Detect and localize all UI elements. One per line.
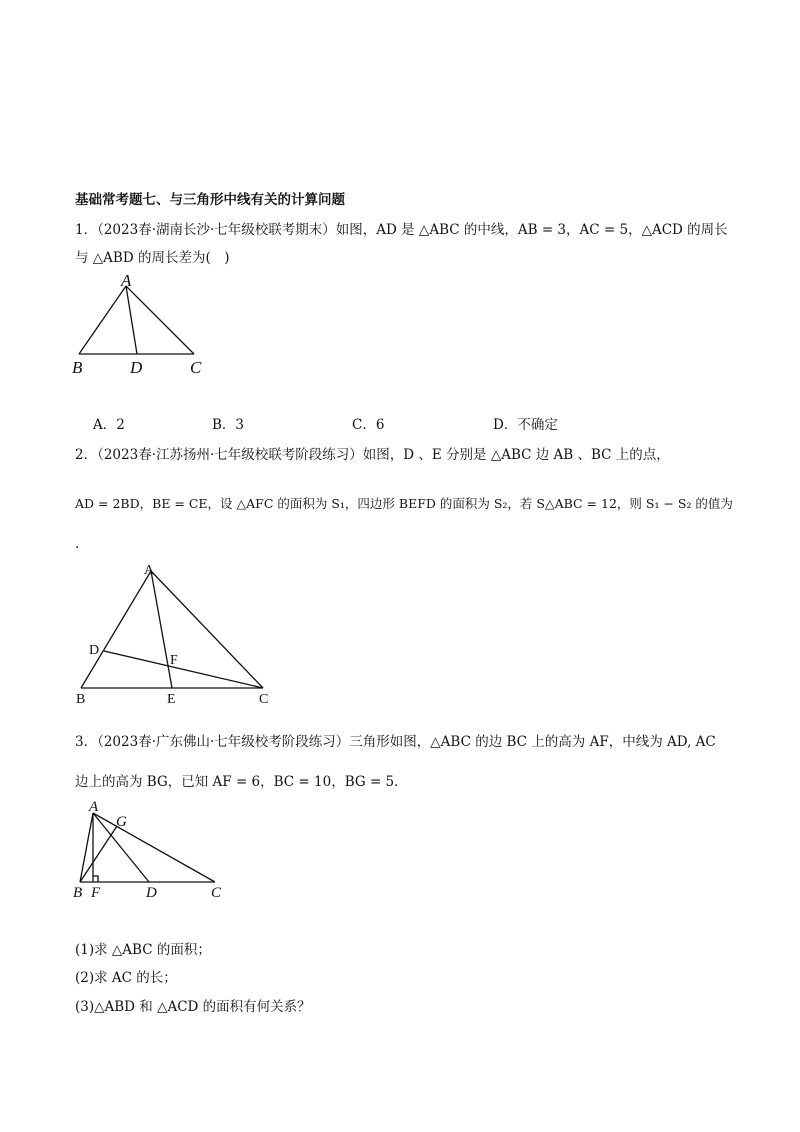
q2-text-line2: AD = 2BD，BE = CE，设 △AFC 的面积为 S₁，四边形 BEFD 的面积为 S₂，若 S△ABC = 12，则 S₁ − S₂ 的值为 [75, 496, 733, 511]
q3-side-ac [93, 813, 215, 882]
q1-label-d: D [130, 358, 143, 377]
q2-triangle-figure [70, 560, 280, 705]
q1-text-line1: 1．（2023春·湖南长沙·七年级校联考期末）如图，AD 是 △ABC 的中线，AB = 3，AC = 5，△ACD 的周长 [75, 222, 728, 238]
q2-label-a: A [144, 563, 155, 578]
q1-label-b: B [72, 358, 83, 377]
q2-label-c: C [259, 692, 269, 707]
q1-option-d: D．不确定 [493, 417, 558, 433]
q3-right-angle-mark [93, 876, 98, 882]
q2-text-line3: . [75, 536, 80, 552]
q2-label-f: F [170, 653, 178, 668]
q2-segment-dc [104, 651, 263, 688]
q2-text-line1: 2．（2023春·江苏扬州·七年级校联考阶段练习）如图，D 、E 分别是 △ABC 边 AB 、BC 上的点， [75, 447, 670, 463]
q2-side-ab [81, 571, 151, 688]
q3-text-line1: 3．（2023春·广东佛山·七年级校考阶段练习）三角形如图，△ABC 的边 BC 上的高为 AF，中线为 AD, AC [75, 734, 716, 750]
q2-label-b: B [76, 692, 86, 707]
q3-text-line2: 边上的高为 BG，已知 AF = 6，BC = 10，BG = 5． [75, 774, 408, 790]
q3-sub-question-2: (2)求 AC 的长； [75, 970, 177, 986]
q1-side-ac [126, 286, 194, 354]
q3-sub-question-1: (1)求 △ABC 的面积； [75, 942, 211, 958]
q2-label-d: D [89, 643, 100, 658]
section-title: 基础常考题七、与三角形中线有关的计算问题 [75, 192, 345, 208]
q1-side-ab [79, 286, 126, 354]
q3-label-d: D [146, 885, 157, 901]
q1-label-a: A [121, 271, 132, 290]
q3-label-f: F [91, 885, 101, 901]
q3-triangle-figure [70, 795, 230, 901]
q2-segment-ae [151, 571, 172, 688]
q1-text-line2: 与 △ABD 的周长差为( ) [75, 250, 230, 266]
q1-option-c: C．6 [352, 417, 385, 433]
q3-label-a: A [89, 799, 99, 815]
q3-sub-question-3: (3)△ABD 和 △ACD 的面积有何关系？ [75, 999, 311, 1015]
q1-option-a: A．2 [93, 417, 125, 433]
q1-option-b: B．3 [212, 417, 245, 433]
q3-label-g: G [116, 814, 127, 830]
q3-label-b: B [73, 885, 83, 901]
q1-label-c: C [190, 358, 202, 377]
q2-side-ac [151, 571, 263, 688]
q1-triangle-figure [70, 272, 220, 382]
q2-label-e: E [167, 692, 176, 707]
q3-label-c: C [211, 885, 222, 901]
